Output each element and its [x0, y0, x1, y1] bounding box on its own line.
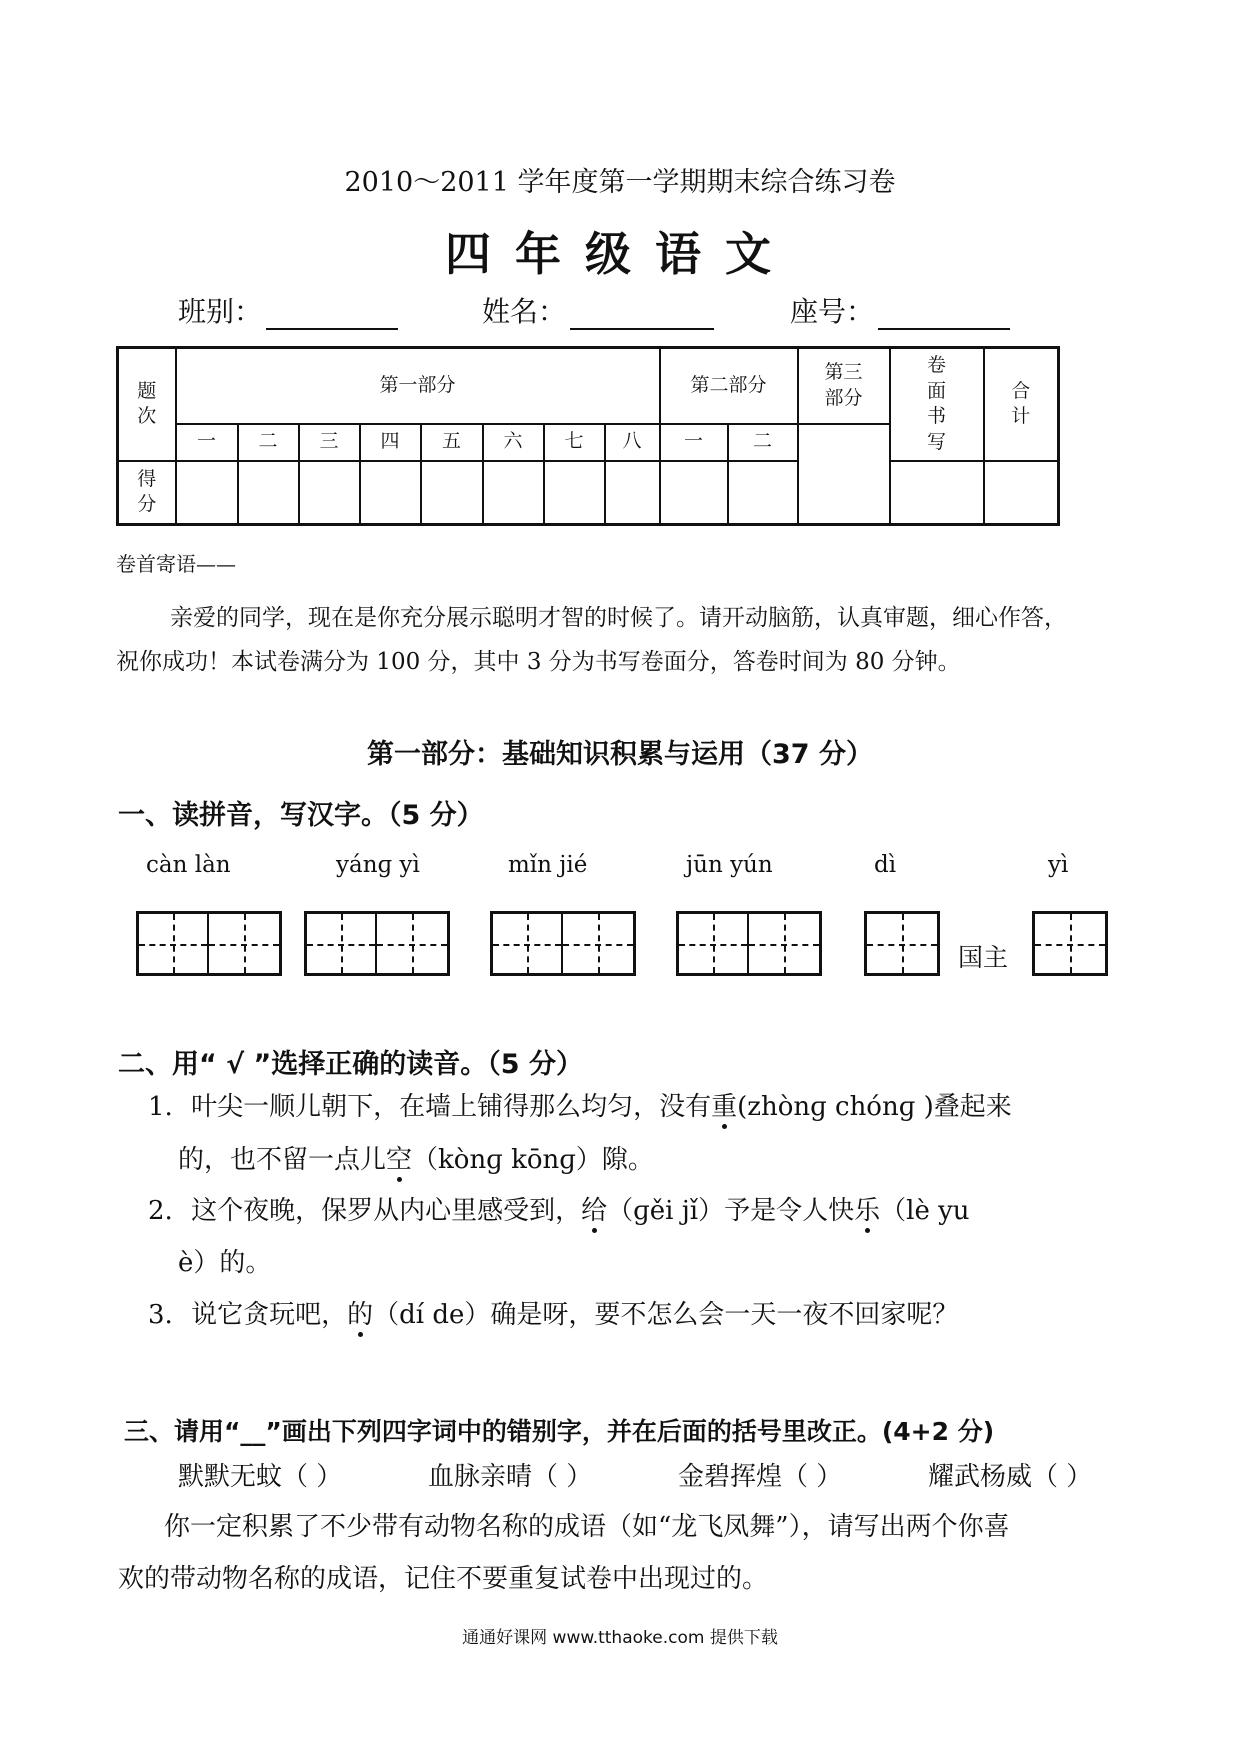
- row-label-score: 得分: [118, 461, 176, 525]
- writing-grid-3[interactable]: [490, 911, 636, 976]
- part1-col: 八: [605, 424, 660, 461]
- name-label: 姓名：: [482, 295, 567, 328]
- q2-item-text: （dí de）确是呀，要不怎么会一天一夜不回家呢？: [373, 1300, 959, 1330]
- q2-item-num: 1.: [148, 1092, 173, 1122]
- q2-target-char: 空: [386, 1145, 413, 1175]
- exam-subtitle: 2010～2011 学年度第一学期期末综合练习卷: [344, 167, 896, 198]
- part3-score-cell[interactable]: [798, 424, 890, 525]
- writing-grid-1[interactable]: [136, 911, 282, 976]
- score-cell[interactable]: [544, 461, 605, 525]
- q2-item-3: [148, 1302, 958, 1328]
- q2-item-text: （ɡěi jǐ）予是令人快: [607, 1196, 855, 1226]
- q2-item-num: 2.: [148, 1196, 173, 1226]
- q2-item-text: 叶尖一顺儿朝下，在墙上铺得那么均匀，没有: [191, 1092, 712, 1122]
- q2-item-1-line-1: [148, 1094, 1012, 1120]
- q3-word-2: 血脉亲晴（ ）: [428, 1462, 593, 1492]
- pinyin-3: mǐn jié: [508, 852, 588, 878]
- writing-grid-6[interactable]: [1032, 911, 1108, 976]
- score-cell[interactable]: [483, 461, 544, 525]
- q2-target-char: 的: [347, 1300, 374, 1330]
- part2-header: 第二部分: [660, 348, 798, 424]
- score-cell[interactable]: [605, 461, 660, 525]
- total-score-cell[interactable]: [984, 461, 1059, 525]
- seat-field[interactable]: [790, 290, 1010, 330]
- q3-word-3: 金碧挥煌（ ）: [678, 1462, 843, 1492]
- q2-target-char: 给: [581, 1196, 608, 1226]
- score-cell[interactable]: [660, 461, 728, 525]
- pinyin-6: yì: [1048, 852, 1069, 878]
- row-label-question: 题次: [118, 348, 176, 461]
- q2-item-text: 这个夜晚，保罗从内心里感受到，: [191, 1196, 582, 1226]
- part1-col: 四: [360, 424, 421, 461]
- q3-extra-line-1: 你一定积累了不少带有动物名称的成语（如“龙飞凤舞”），请写出两个你喜: [164, 1512, 1010, 1542]
- name-field[interactable]: [482, 290, 714, 330]
- pinyin-5: dì: [874, 852, 897, 878]
- pinyin-2: yánɡ yì: [336, 852, 420, 878]
- total-header: 合计: [984, 348, 1059, 461]
- q2-item-text: è）的。: [178, 1248, 272, 1278]
- pinyin-4: jūn yún: [686, 852, 773, 878]
- q3-word-4: 耀武杨威（ ）: [928, 1462, 1093, 1492]
- neatness-header: 卷面书写: [890, 348, 984, 461]
- writing-grid-2[interactable]: [304, 911, 450, 976]
- q3-extra-line-2: 欢的带动物名称的成语，记住不要重复试卷中出现过的。: [118, 1564, 769, 1594]
- q3-word-1: 默默无蚊（ ）: [178, 1462, 343, 1492]
- score-table: [116, 346, 1060, 526]
- part1-col: 二: [238, 424, 299, 461]
- q2-item-text: 的，也不留一点儿: [178, 1145, 387, 1175]
- q2-item-num: 3.: [148, 1300, 173, 1330]
- score-cell[interactable]: [360, 461, 421, 525]
- part1-header: 第一部分: [176, 348, 660, 424]
- class-field[interactable]: [178, 290, 398, 330]
- q2-target-char: 乐: [854, 1196, 881, 1226]
- writing-grid-5[interactable]: [864, 911, 940, 976]
- part1-col: 五: [421, 424, 483, 461]
- pinyin-1: càn làn: [146, 852, 231, 878]
- score-cell[interactable]: [299, 461, 360, 525]
- q3-title: 三、请用“__”画出下列四字词中的错别字，并在后面的括号里改正。(4+2 分): [124, 1417, 995, 1446]
- score-cell[interactable]: [238, 461, 299, 525]
- q2-item-2-line-1: [148, 1198, 970, 1224]
- q2-item-text: （kònɡ kōnɡ）隙。: [412, 1145, 654, 1175]
- q2-item-1-line-2: [178, 1147, 654, 1173]
- seat-label: 座号：: [790, 295, 875, 328]
- neatness-score-cell[interactable]: [890, 461, 984, 525]
- score-cell[interactable]: [421, 461, 483, 525]
- score-cell[interactable]: [176, 461, 238, 525]
- section1-title: 第一部分：基础知识积累与运用（37 分）: [367, 739, 873, 770]
- class-blank[interactable]: [266, 298, 398, 330]
- intro-paragraph: [116, 597, 1126, 684]
- q2-target-char: 重: [711, 1092, 738, 1122]
- part2-col: 一: [660, 424, 728, 461]
- intro-heading: 卷首寄语——: [116, 552, 236, 576]
- q2-item-text: (zhònɡ chónɡ )叠起来: [737, 1092, 1012, 1122]
- seat-blank[interactable]: [878, 298, 1010, 330]
- class-label: 班别：: [178, 295, 263, 328]
- exam-title: 四年级语文: [445, 227, 795, 281]
- part2-col: 二: [728, 424, 798, 461]
- q2-title: 二、用“ √ ”选择正确的读音。（5 分）: [118, 1049, 583, 1080]
- part3-header: 第三部分: [798, 348, 890, 424]
- score-cell[interactable]: [728, 461, 798, 525]
- name-blank[interactable]: [570, 298, 714, 330]
- q1-suffix: 国主: [958, 943, 1009, 972]
- footer-credit: 通通好课网 www.tthaoke.com 提供下载: [462, 1628, 778, 1648]
- intro-line-2: 祝你成功！本试卷满分为 100 分，其中 3 分为书写卷面分，答卷时间为 80 分钟。: [116, 648, 961, 675]
- part1-col: 六: [483, 424, 544, 461]
- part1-col: 三: [299, 424, 360, 461]
- q1-title: 一、读拼音，写汉字。（5 分）: [118, 800, 484, 831]
- q2-item-2-line-2: [178, 1250, 271, 1276]
- intro-line-1: 亲爱的同学，现在是你充分展示聪明才智的时候了。请开动脑筋，认真审题，细心作答，: [170, 605, 1067, 631]
- q2-item-text: 说它贪玩吧，: [191, 1300, 348, 1330]
- q2-item-text: （lè yu: [880, 1196, 970, 1226]
- part1-col: 七: [544, 424, 605, 461]
- part1-col: 一: [176, 424, 238, 461]
- writing-grid-4[interactable]: [676, 911, 822, 976]
